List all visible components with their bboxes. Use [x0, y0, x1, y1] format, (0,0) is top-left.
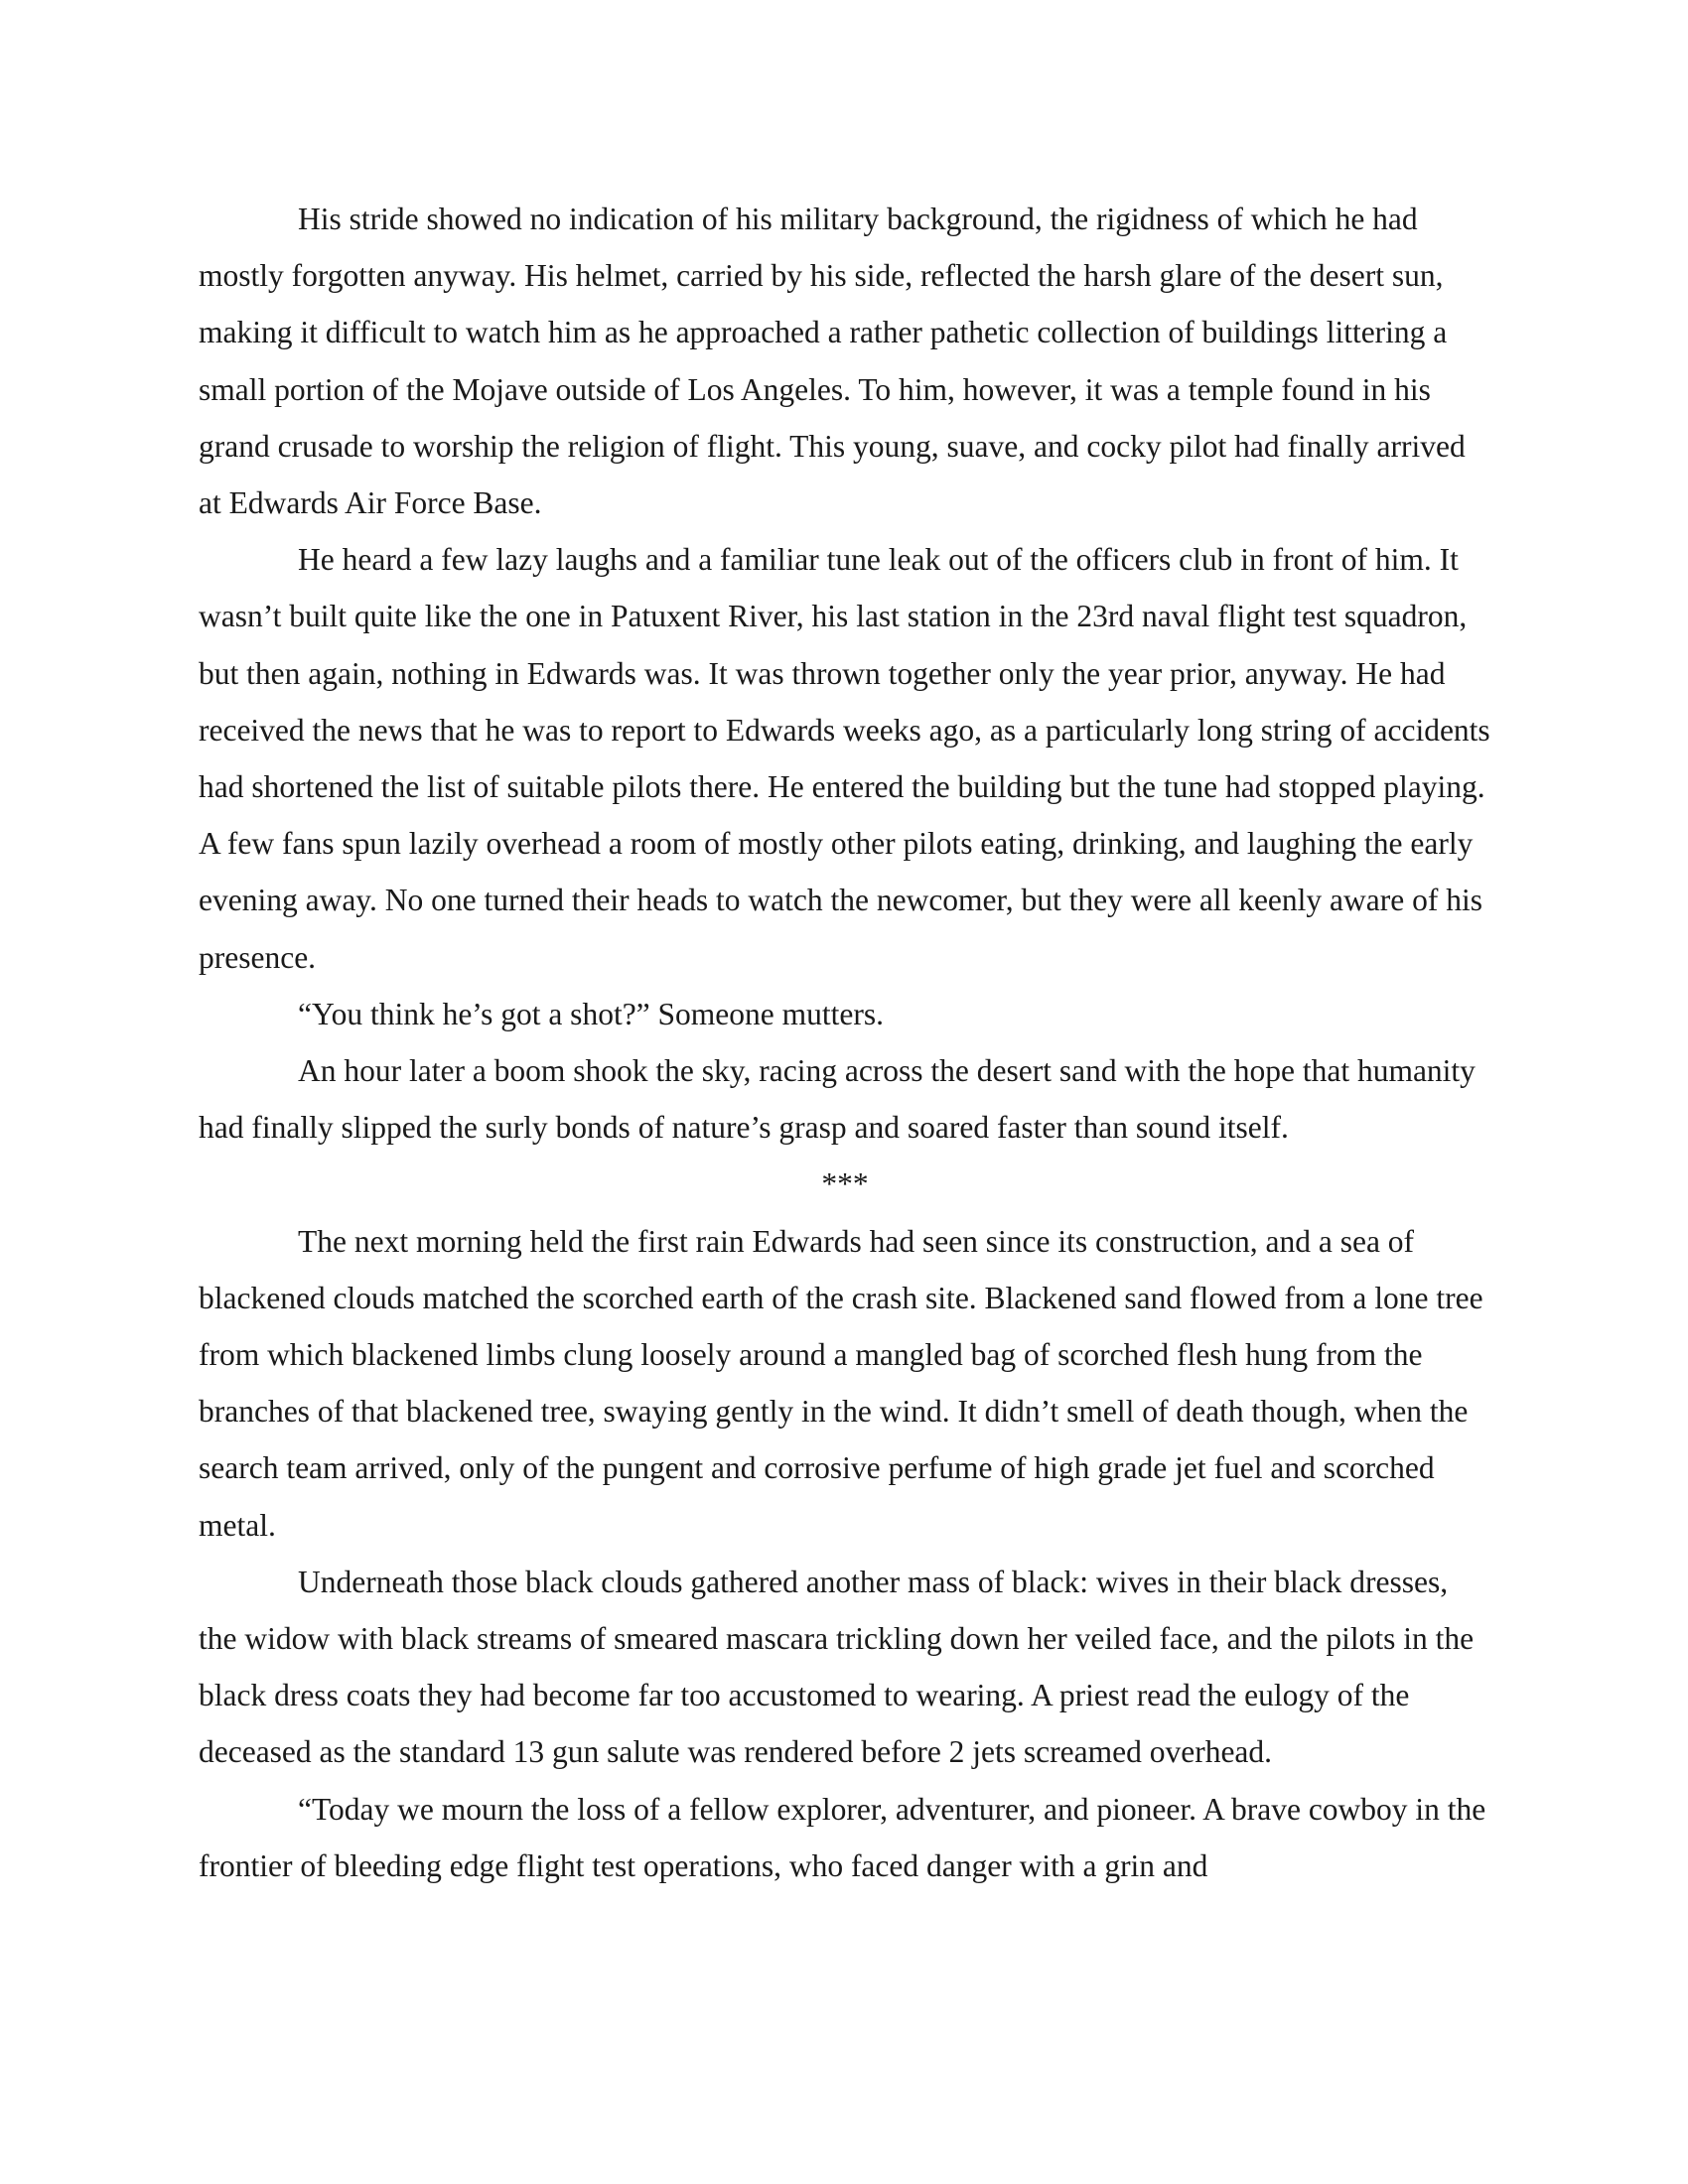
- section-separator: ***: [821, 1166, 869, 1202]
- paragraph-funeral: Underneath those black clouds gathered another mass of black: wives in their black dresses, the widow with black streams of smeared mascara trickling down her veiled face, and the pilots in the black dress coats they had become far too accustomed to wearing. A priest read the eulogy of the deceased as the standard 13 gun salute was rendered before 2 jets screamed overhead.: [199, 1564, 1475, 1770]
- paragraph-officers-club: He heard a few lazy laughs and a familiar tune leak out of the officers club in front of him. It wasn’t built quite like the one in Patuxent River, his last station in the 23rd naval flight test squadron, but then again, nothing in Edwards was. It was thrown together only the year prior, anyway. He had received the news that he was to report to Edwards weeks ago, as a particularly long string of accidents had shortened the list of suitable pilots there. He entered the building but the tune had stopped playing. A few fans spun lazily overhead a room of mostly other pilots eating, drinking, and laughing the early evening away. No one turned their heads to watch the newcomer, but they were all keenly aware of his presence.: [199, 542, 1490, 975]
- body-text: [199, 191, 1491, 1894]
- paragraph-dialogue: “You think he’s got a shot?” Someone mutters.: [298, 996, 884, 1031]
- paragraph-eulogy: “Today we mourn the loss of a fellow explorer, adventurer, and pioneer. A brave cowboy in the frontier of bleeding edge flight test operations, who faced danger with a grin and: [199, 1791, 1486, 1883]
- paragraph-crash-site: The next morning held the first rain Edwards had seen since its construction, and a sea of blackened clouds matched the scorched earth of the crash site. Blackened sand flowed from a lone tree from which blackened limbs clung loosely around a mangled bag of scorched flesh hung from the branches of that blackened tree, swaying gently in the wind. It didn’t smell of death though, when the search team arrived, only of the pungent and corrosive perfume of high grade jet fuel and scorched metal.: [199, 1223, 1483, 1543]
- paragraph-sonic-boom: An hour later a boom shook the sky, racing across the desert sand with the hope that humanity had finally slipped the surly bonds of nature’s grasp and soared faster than sound itself.: [199, 1053, 1476, 1146]
- paragraph-arrival: His stride showed no indication of his military background, the rigidness of which he had mostly forgotten anyway. His helmet, carried by his side, reflected the harsh glare of the desert sun, making it difficult to watch him as he approached a rather pathetic collection of buildings littering a small portion of the Mojave outside of Los Angeles. To him, however, it was a temple found in his grand crusade to worship the religion of flight. This young, suave, and cocky pilot had finally arrived at Edwards Air Force Base.: [199, 202, 1466, 521]
